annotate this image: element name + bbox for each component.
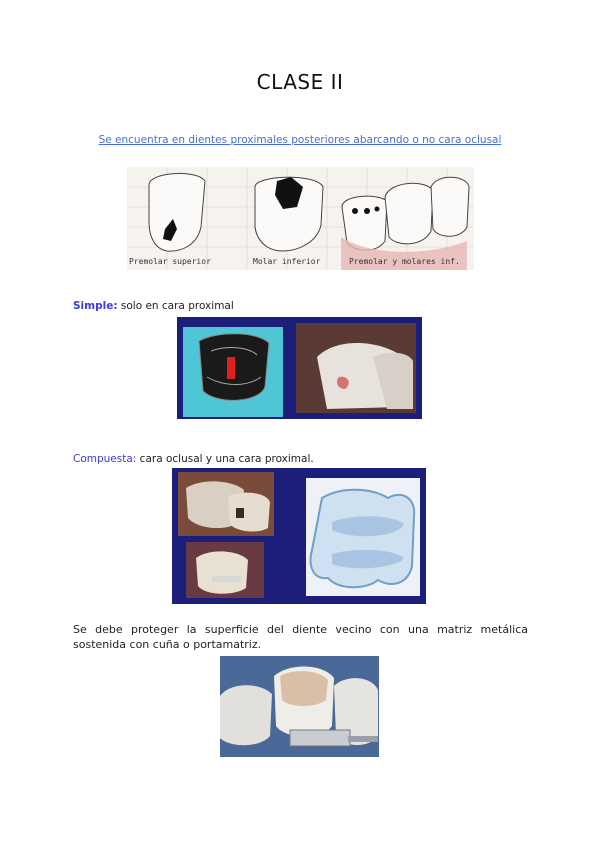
simple-label: Simple: <box>73 300 118 312</box>
tooth-sketches-illustration <box>127 167 474 270</box>
matrix-note: Se debe proteger la superficie del diente vecino con una matriz metálica sostenida con cuña o portamatriz. <box>73 623 528 651</box>
compuesta-illustration <box>172 468 426 604</box>
figure-tooth-sketches <box>127 167 474 270</box>
simple-illustration <box>177 317 422 419</box>
page-title: CLASE II <box>256 70 344 94</box>
simple-paragraph <box>73 300 234 312</box>
figure-simple <box>177 317 422 419</box>
figure-matrix <box>220 656 379 757</box>
intro-link[interactable]: Se encuentra en dientes proximales posteriores abarcando o no cara oclusal <box>98 134 502 146</box>
figure-compuesta <box>172 468 426 604</box>
caption-premolar-molares: Premolar y molares inf. <box>349 257 460 266</box>
compuesta-text: cara oclusal y una cara proximal. <box>136 453 314 465</box>
caption-molar-inferior: Molar inferior <box>253 257 321 266</box>
matrix-illustration <box>220 656 379 757</box>
compuesta-label: Compuesta: <box>73 453 137 465</box>
caption-premolar-superior: Premolar superior <box>129 257 211 266</box>
simple-text: solo en cara proximal <box>117 300 234 312</box>
compuesta-paragraph <box>73 453 314 465</box>
